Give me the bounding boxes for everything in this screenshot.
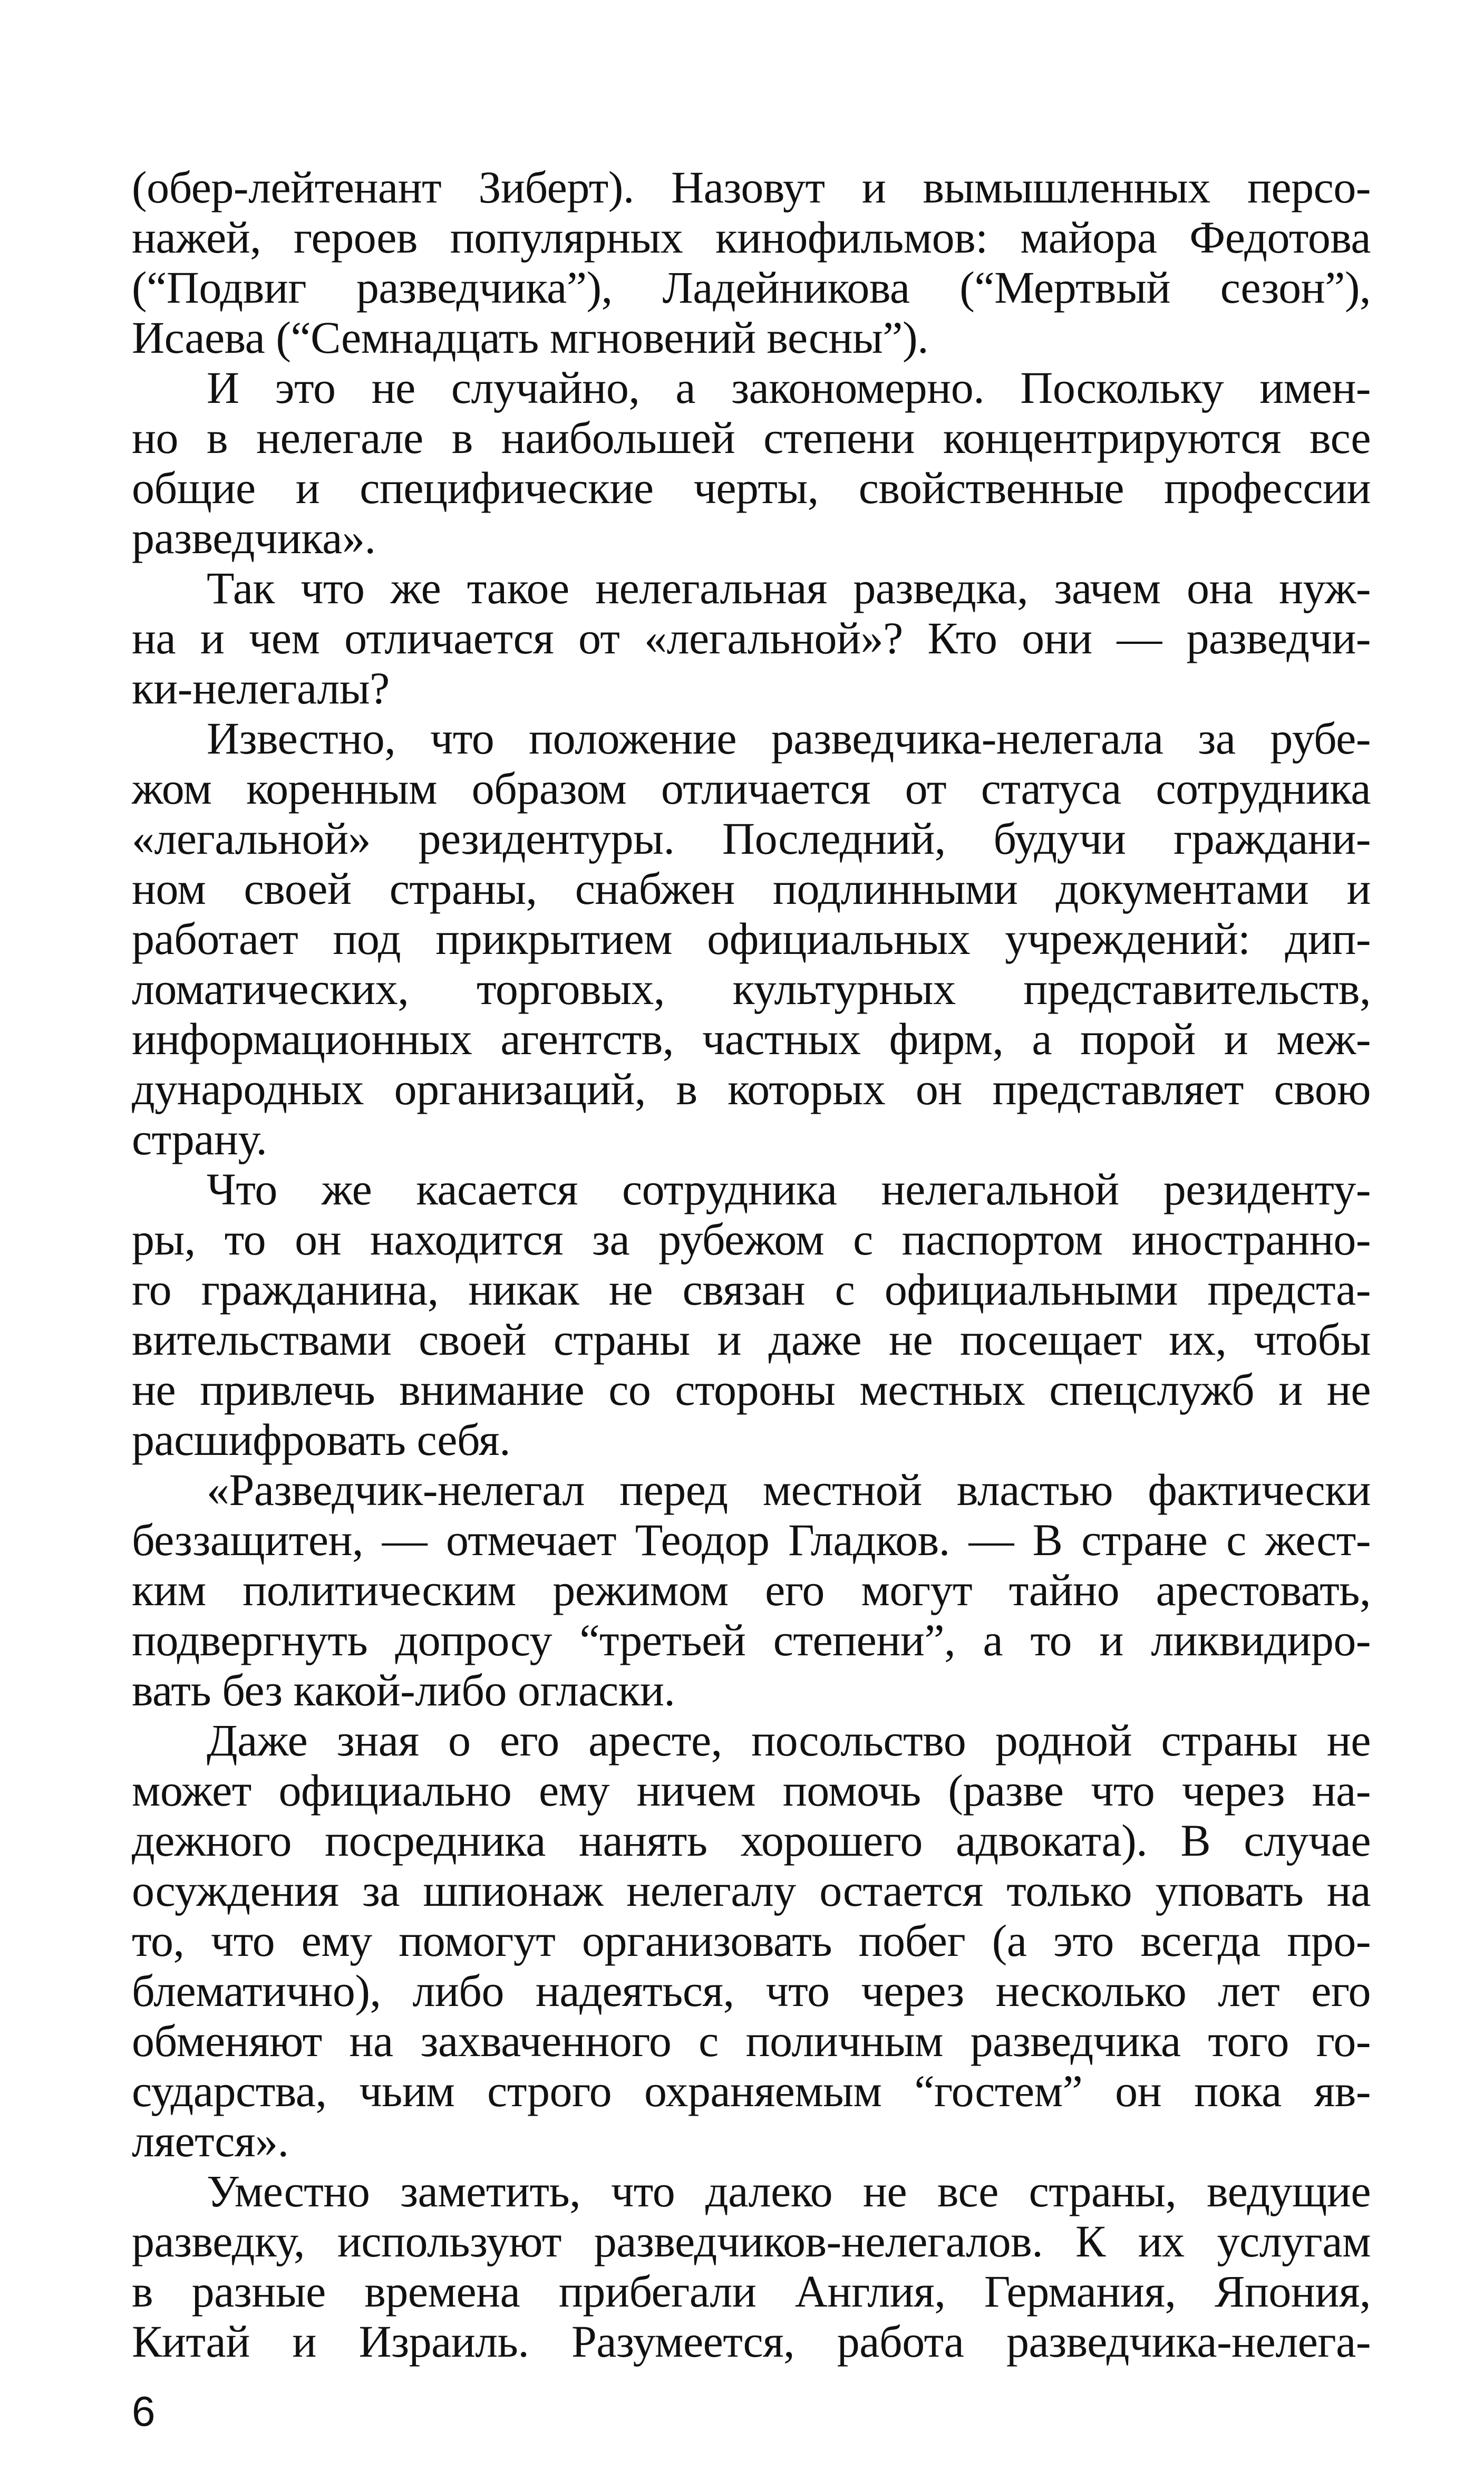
text-line: разведку, используют разведчиков-нелегалов. К их услугам	[132, 2216, 1371, 2266]
paragraph-first-line: Даже зная о его аресте, посольство родной страны не	[207, 1715, 1371, 1766]
text-line: ломатических, торговых, культурных представительств,	[132, 963, 1371, 1014]
text-line: обменяют на захваченного с поличным разведчика того го-	[132, 2015, 1371, 2066]
text-line: на и чем отличается от «легальной»? Кто они — разведчи-	[132, 613, 1371, 663]
text-line: ляется».	[132, 2116, 289, 2166]
paragraph-first-line: И это не случайно, а закономерно. Поскольку имен-	[207, 362, 1371, 413]
text-line: информационных агентств, частных фирм, а порой и меж-	[132, 1014, 1371, 1064]
text-line: ном своей страны, снабжен подлинными документами и	[132, 863, 1371, 914]
text-line: сударства, чьим строго охраняемым “гостем” он пока яв-	[132, 2066, 1371, 2116]
paragraph-first-line: Известно, что положение разведчика-нелегала за рубе-	[207, 713, 1371, 764]
text-line: го гражданина, никак не связан с официальными предста-	[132, 1264, 1371, 1315]
text-line: подвергнуть допросу “третьей степени”, а то и ликвидиро-	[132, 1615, 1371, 1665]
text-line: Китай и Израиль. Разумеется, работа разведчика-нелега-	[132, 2316, 1371, 2367]
text-line: ким политическим режимом его могут тайно арестовать,	[132, 1565, 1371, 1615]
text-line: может официально ему ничем помочь (разве что через на-	[132, 1765, 1371, 1816]
text-line: страну.	[132, 1114, 267, 1164]
text-line: то, что ему помогут организовать побег (а это всегда про-	[132, 1915, 1371, 1966]
paragraph-first-line: Что же касается сотрудника нелегальной резиденту-	[207, 1164, 1371, 1214]
text-line: блематично), либо надеяться, что через несколько лет его	[132, 1965, 1371, 2016]
text-line: в разные времена прибегали Англия, Германия, Япония,	[132, 2266, 1371, 2317]
paragraph-first-line: Так что же такое нелегальная разведка, зачем она нуж-	[207, 563, 1371, 613]
paragraph-first-line: Уместно заметить, что далеко не все страны, ведущие	[207, 2166, 1371, 2216]
text-line: не привлечь внимание со стороны местных спецслужб и не	[132, 1364, 1371, 1415]
text-line: вать без какой-либо огласки.	[132, 1665, 675, 1715]
text-line: вительствами своей страны и даже не посещает их, чтобы	[132, 1314, 1371, 1365]
text-line: дународных организаций, в которых он представляет свою	[132, 1064, 1371, 1114]
text-line: общие и специфические черты, свойственные профессии	[132, 462, 1371, 513]
text-line: «легальной» резидентуры. Последний, будучи граждани-	[132, 813, 1371, 864]
text-line: (обер-лейтенант Зиберт). Назовут и вымышленных персо-	[132, 162, 1371, 213]
text-line: дежного посредника нанять хорошего адвоката). В случае	[132, 1815, 1371, 1866]
book-page	[132, 0, 1371, 2479]
text-line: ки-нелегалы?	[132, 663, 390, 713]
text-line: (“Подвиг разведчика”), Ладейникова (“Мертвый сезон”),	[132, 262, 1371, 313]
text-line: ры, то он находится за рубежом с паспортом иностранно-	[132, 1214, 1371, 1265]
text-line: Исаева (“Семнадцать мгновений весны”).	[132, 312, 929, 363]
text-line: осуждения за шпионаж нелегалу остается только уповать на	[132, 1865, 1371, 1916]
text-line: беззащитен, — отмечает Теодор Гладков. — В стране с жест-	[132, 1515, 1371, 1565]
paragraph-first-line: «Разведчик-нелегал перед местной властью фактически	[207, 1464, 1371, 1515]
text-line: жом коренным образом отличается от статуса сотрудника	[132, 763, 1371, 814]
text-line: нажей, героев популярных кинофильмов: майора Федотова	[132, 212, 1371, 263]
text-line: работает под прикрытием официальных учреждений: дип-	[132, 913, 1371, 964]
text-line: разведчика».	[132, 513, 376, 563]
text-line: расшифровать себя.	[132, 1414, 511, 1465]
text-line: но в нелегале в наибольшей степени концентрируются все	[132, 412, 1371, 463]
page-number: 6	[132, 2388, 156, 2435]
